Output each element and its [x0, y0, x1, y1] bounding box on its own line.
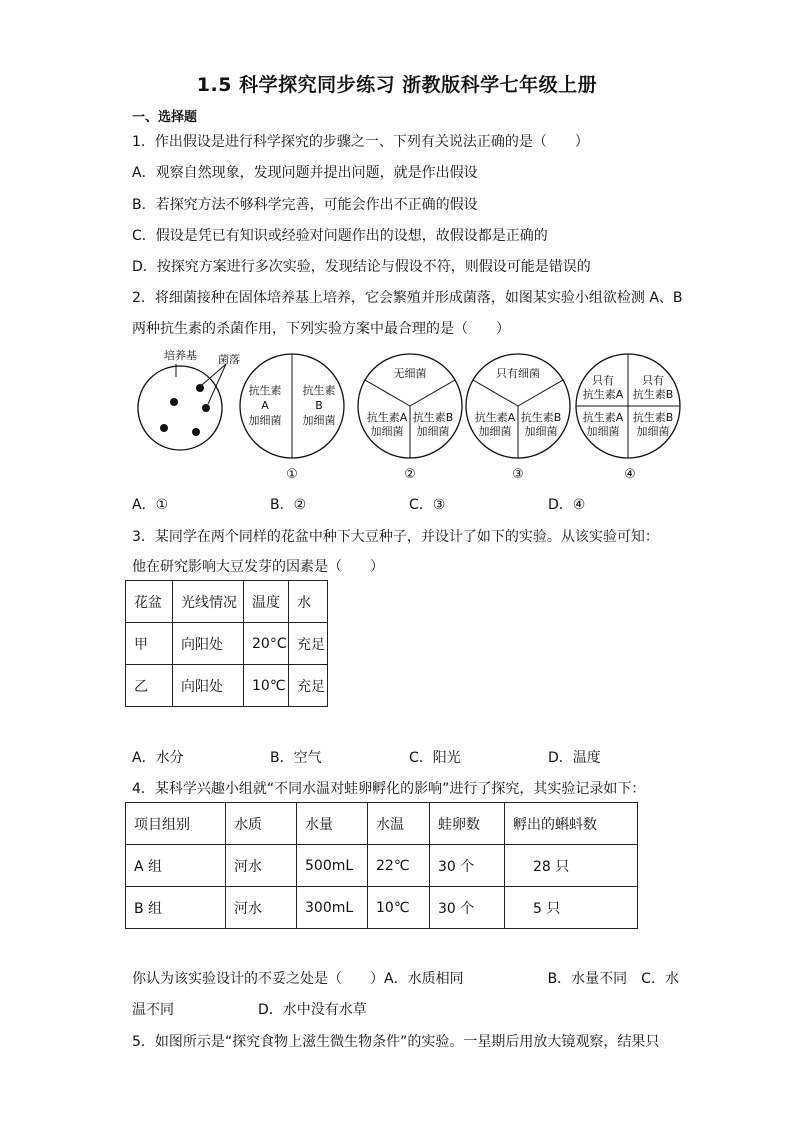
- table-cell: 10℃: [244, 665, 289, 707]
- table-cell: 300mL: [297, 887, 368, 929]
- table-cell: 充足: [289, 623, 328, 665]
- table-cell: 向阳处: [173, 665, 244, 707]
- dish3-left-l1: 抗生素A: [474, 411, 516, 424]
- petri-dish-diagram: [132, 346, 692, 486]
- table-cell: 500mL: [297, 845, 368, 887]
- dish2-left-l1: 抗生素A: [366, 411, 408, 424]
- q4-stem: 4．某科学兴趣小组就“不同水温对蛙卵孵化的影响”进行了探究，其实验记录如下：: [132, 781, 646, 797]
- table-cell: 向阳处: [173, 623, 244, 665]
- dish2-right-l1: 抗生素B: [412, 411, 454, 424]
- q3-option-b: B．空气: [270, 750, 322, 766]
- dish4-tr-l2: 抗生素B: [632, 388, 674, 401]
- table-cell: 5 只: [505, 887, 638, 929]
- q4-table: [125, 802, 638, 929]
- dish4-bl-l2: 加细菌: [586, 425, 620, 438]
- dish-2: [358, 354, 462, 482]
- table-cell: 28 只: [505, 845, 638, 887]
- table-cell: 30 个: [430, 887, 505, 929]
- dish2-top: 无细菌: [393, 367, 427, 380]
- dish1-right-l1: 抗生素: [302, 384, 336, 397]
- dish1-number: ①: [286, 467, 298, 482]
- q3-option-c: C．阳光: [409, 750, 461, 766]
- table-row: [126, 887, 638, 929]
- colony-dot: [160, 424, 168, 432]
- table-header-cell: 水质: [226, 803, 297, 845]
- dish4-number: ④: [624, 467, 636, 482]
- table-header-cell: 孵出的蝌蚪数: [505, 803, 638, 845]
- dish3-top: 只有细菌: [496, 367, 540, 380]
- q2-option-d: D．④: [548, 497, 586, 513]
- section-heading: 一、选择题: [132, 110, 198, 125]
- colony-pointer: [208, 364, 226, 404]
- table-row: [126, 665, 328, 707]
- dish2-right-l2: 加细菌: [416, 425, 450, 438]
- dish4-tl-l1: 只有: [592, 374, 614, 387]
- table-cell: 河水: [226, 887, 297, 929]
- q2-figure: [132, 346, 692, 490]
- table-header-cell: 温度: [244, 581, 289, 623]
- dish1-left-l1: 抗生素: [248, 384, 282, 397]
- q2-option-b: B．②: [270, 497, 307, 513]
- dish1-left-l3: 加细菌: [248, 414, 282, 427]
- q1-stem: 1．作出假设是进行科学探究的步骤之一、下列有关说法正确的是（ ）: [132, 134, 589, 150]
- table-cell: 充足: [289, 665, 328, 707]
- table-header-cell: 项目组别: [126, 803, 226, 845]
- dish3-number: ③: [512, 467, 524, 482]
- q2-stem-line1: 2．将细菌接种在固体培养基上培养，它会繁殖并形成菌落，如图某实验小组欲检测 A、B: [132, 290, 683, 306]
- table-cell: 河水: [226, 845, 297, 887]
- medium-label: 培养基: [164, 349, 197, 362]
- table-row: [126, 845, 638, 887]
- dish2-left-l2: 加细菌: [370, 425, 404, 438]
- dish3-left-l2: 加细菌: [478, 425, 512, 438]
- table-cell: 甲: [126, 623, 173, 665]
- table-header-cell: 光线情况: [173, 581, 244, 623]
- q1-option-d: D．按探究方案进行多次实验，发现结论与假设不符，则假设可能是错误的: [132, 259, 591, 275]
- q4-question-line2: 温不同 D．水中没有水草: [132, 1002, 367, 1018]
- q3-stem-line1: 3．某同学在两个同样的花盆中种下大豆种子，并设计了如下的实验。从该实验可知：: [132, 529, 659, 545]
- table-cell: 乙: [126, 665, 173, 707]
- table-header-cell: 水: [289, 581, 328, 623]
- table-cell: B 组: [126, 887, 226, 929]
- table-row: [126, 623, 328, 665]
- colony-label: 菌落: [218, 353, 240, 366]
- q5-stem: 5．如图所示是“探究食物上滋生微生物条件”的实验。一星期后用放大镜观察，结果只: [132, 1034, 660, 1050]
- dish4-tr-l1: 只有: [642, 374, 664, 387]
- table-header-cell: 花盆: [126, 581, 173, 623]
- dish4-br-l1: 抗生素B: [632, 411, 674, 424]
- q3-stem-line2: 他在研究影响大豆发芽的因素是（ ）: [132, 559, 384, 575]
- q2-option-c: C．③: [409, 497, 446, 513]
- q1-option-c: C．假设是凭已有知识或经验对问题作出的设想，故假设都是正确的: [132, 228, 548, 244]
- table-header-cell: 水温: [368, 803, 430, 845]
- table-cell: A 组: [126, 845, 226, 887]
- q2-stem-line2: 两种抗生素的杀菌作用，下列实验方案中最合理的是（ ）: [132, 321, 510, 337]
- q4-question-line1: 你认为该实验设计的不妥之处是（ ）A．水质相同 B．水量不同 C．水: [132, 971, 679, 987]
- colony-dot: [202, 404, 210, 412]
- q2-option-a: A．①: [132, 497, 169, 513]
- dish4-bl-l1: 抗生素A: [582, 411, 624, 424]
- colony-dot: [192, 428, 200, 436]
- table-header-row: [126, 803, 638, 845]
- q1-option-b: B．若探究方法不够科学完善，可能会作出不正确的假设: [132, 197, 478, 213]
- q1-option-a: A．观察自然现象，发现问题并提出问题，就是作出假设: [132, 165, 478, 181]
- dish4-tl-l2: 抗生素A: [582, 388, 624, 401]
- dish-medium: [138, 348, 240, 450]
- dish-1: [240, 354, 344, 482]
- table-header-cell: 蛙卵数: [430, 803, 505, 845]
- colony-dot: [170, 398, 178, 406]
- q3-option-d: D．温度: [548, 750, 601, 766]
- table-cell: 30 个: [430, 845, 505, 887]
- q3-option-a: A．水分: [132, 750, 184, 766]
- dish1-right-l3: 加细菌: [302, 414, 336, 427]
- dish4-br-l2: 加细菌: [636, 425, 670, 438]
- table-header-row: [126, 581, 328, 623]
- table-cell: 20°C: [244, 623, 289, 665]
- dish3-right-l1: 抗生素B: [520, 411, 562, 424]
- page-title: 1.5 科学探究同步练习 浙教版科学七年级上册: [196, 74, 598, 96]
- dish-3: [466, 354, 570, 482]
- dish-4: [576, 354, 680, 482]
- dish3-right-l2: 加细菌: [524, 425, 558, 438]
- table-cell: 22℃: [368, 845, 430, 887]
- table-cell: 10℃: [368, 887, 430, 929]
- colony-dot: [196, 384, 204, 392]
- q3-table: [125, 580, 328, 707]
- dish2-number: ②: [404, 467, 416, 482]
- dish1-right-l2: B: [315, 399, 323, 412]
- dish1-left-l2: A: [261, 399, 269, 412]
- table-header-cell: 水量: [297, 803, 368, 845]
